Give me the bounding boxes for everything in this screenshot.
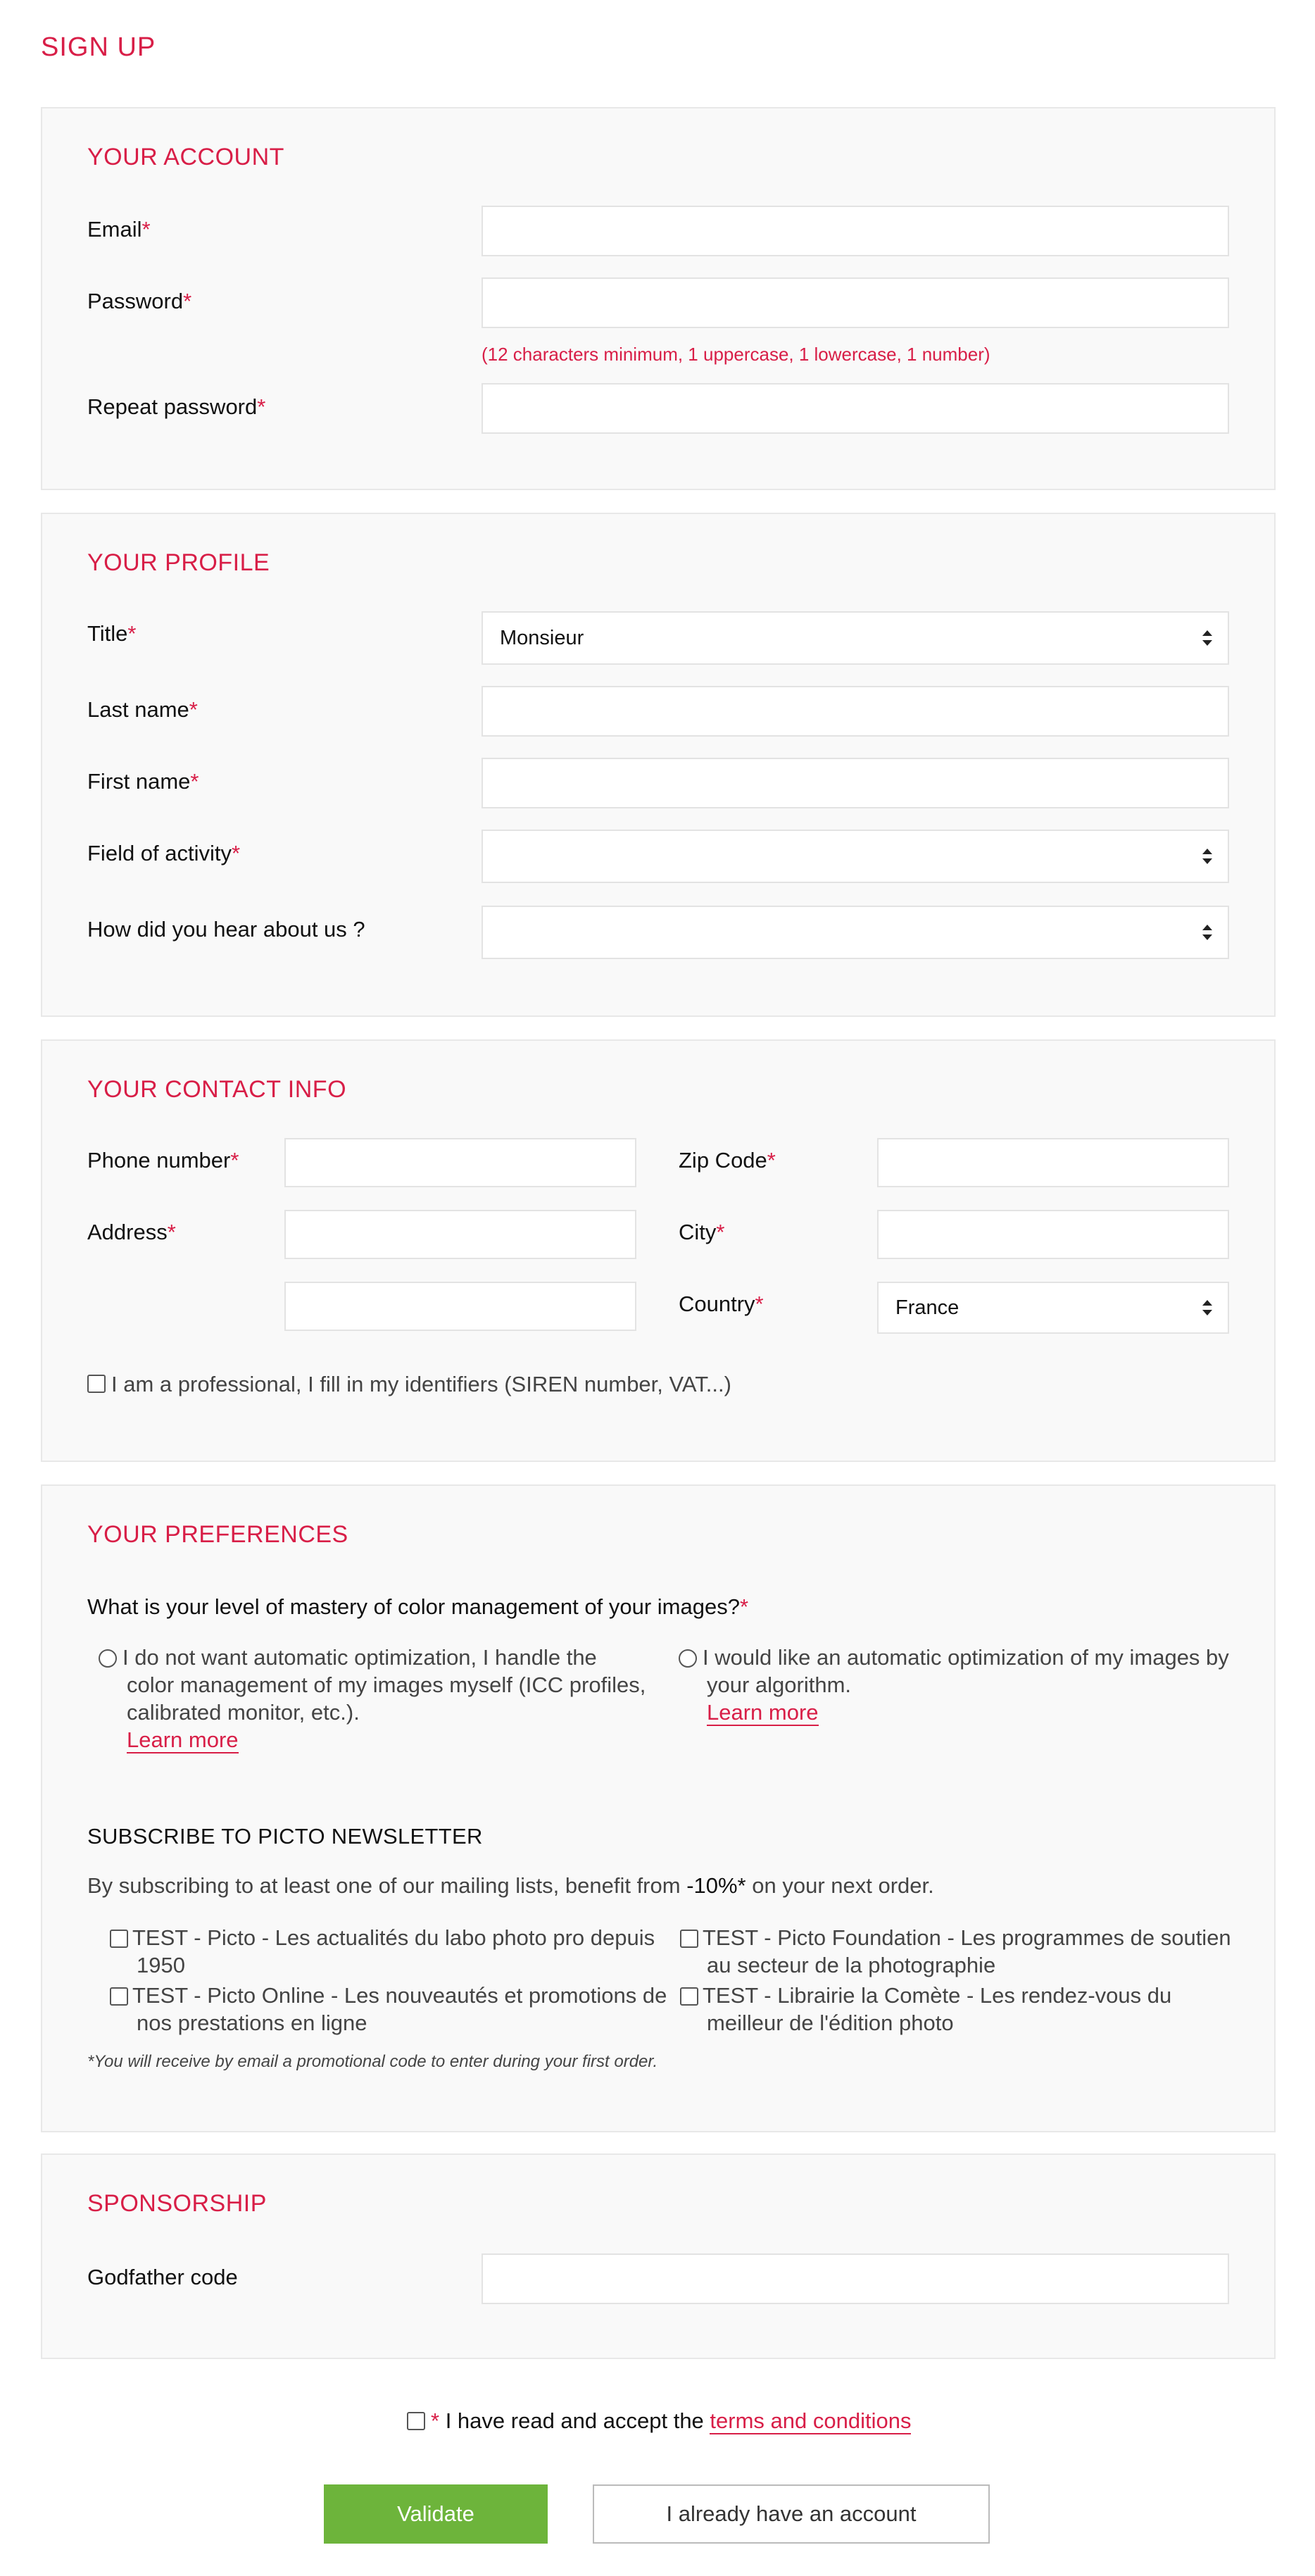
profile-section-title: YOUR PROFILE (87, 549, 270, 576)
country-label: Country* (679, 1292, 764, 1316)
select-arrows-icon (1202, 925, 1212, 940)
city-label: City* (679, 1220, 725, 1244)
email-input[interactable] (482, 206, 1229, 256)
terms-link[interactable]: terms and conditions (710, 2408, 912, 2433)
sponsorship-section-title: SPONSORSHIP (87, 2190, 267, 2217)
validate-button[interactable]: Validate (324, 2484, 548, 2544)
zip-code-input[interactable] (877, 1138, 1229, 1187)
godfather-code-label: Godfather code (87, 2265, 238, 2289)
terms-label: * I have read and accept the terms and conditions (431, 2408, 912, 2433)
learn-more-manual-link[interactable]: Learn more (127, 1727, 239, 1752)
address-label: Address* (87, 1220, 176, 1244)
password-input[interactable] (482, 277, 1229, 328)
terms-checkbox[interactable] (407, 2412, 425, 2430)
account-section-title: YOUR ACCOUNT (87, 144, 284, 170)
phone-label: Phone number* (87, 1148, 239, 1173)
newsletter-intro: By subscribing to at least one of our mailing lists, benefit from -10%* on your next order. (87, 1873, 934, 1898)
password-label: Password* (87, 289, 192, 313)
professional-checkbox[interactable] (87, 1375, 106, 1393)
preferences-section-title: YOUR PREFERENCES (87, 1521, 348, 1548)
account-panel (41, 107, 1276, 490)
hear-about-us-select[interactable] (482, 906, 1229, 959)
last-name-input[interactable] (482, 686, 1229, 737)
address-input-line2[interactable] (284, 1282, 636, 1331)
newsletter-checkbox-picto[interactable] (110, 1930, 128, 1948)
field-of-activity-select[interactable] (482, 830, 1229, 883)
first-name-input[interactable] (482, 758, 1229, 808)
godfather-code-input[interactable] (482, 2253, 1229, 2304)
page-title: SIGN UP (41, 32, 156, 62)
newsletter-checkbox-foundation[interactable] (680, 1930, 698, 1948)
manual-optimization-label: I do not want automatic optimization, I handle the color management of my images myself (ICC profiles, calibrated monitor, etc.). Learn more (122, 1645, 646, 1752)
auto-optimization-radio[interactable] (679, 1649, 697, 1668)
country-select-value: France (895, 1296, 959, 1319)
city-input[interactable] (877, 1210, 1229, 1259)
learn-more-auto-link[interactable]: Learn more (707, 1700, 819, 1725)
field-of-activity-label: Field of activity* (87, 841, 241, 865)
newsletter-footnote: *You will receive by email a promotional code to enter during your first order. (87, 2052, 658, 2071)
repeat-password-label: Repeat password* (87, 394, 266, 419)
title-label: Title* (87, 621, 137, 646)
newsletter-label-foundation: TEST - Picto Foundation - Les programmes de soutien au secteur de la photographie (703, 1925, 1231, 1977)
newsletter-title: SUBSCRIBE TO PICTO NEWSLETTER (87, 1824, 483, 1849)
password-hint: (12 characters minimum, 1 uppercase, 1 lowercase, 1 number) (482, 344, 990, 365)
profile-panel (41, 513, 1276, 1017)
email-label: Email* (87, 217, 151, 242)
newsletter-label-comete: TEST - Librairie la Comète - Les rendez-vous du meilleur de l'édition photo (703, 1983, 1172, 2035)
phone-input[interactable] (284, 1138, 636, 1187)
select-arrows-icon (1202, 849, 1212, 864)
last-name-label: Last name* (87, 697, 198, 722)
select-arrows-icon (1202, 1300, 1212, 1315)
already-have-account-button[interactable]: I already have an account (593, 2484, 990, 2544)
contact-panel (41, 1039, 1276, 1462)
select-arrows-icon (1202, 630, 1212, 646)
title-select[interactable] (482, 611, 1229, 665)
newsletter-checkbox-online[interactable] (110, 1987, 128, 2006)
auto-optimization-label: I would like an automatic optimization of my images by your algorithm. Learn more (703, 1645, 1229, 1725)
zip-code-label: Zip Code* (679, 1148, 776, 1173)
address-input-line1[interactable] (284, 1210, 636, 1259)
title-select-value: Monsieur (500, 626, 584, 649)
manual-optimization-radio[interactable] (99, 1649, 117, 1668)
first-name-label: First name* (87, 769, 199, 794)
hear-about-us-label: How did you hear about us ? (87, 917, 365, 942)
country-select[interactable] (877, 1282, 1229, 1334)
professional-label: I am a professional, I fill in my identifiers (SIREN number, VAT...) (111, 1372, 731, 1396)
newsletter-label-online: TEST - Picto Online - Les nouveautés et promotions de nos prestations en ligne (132, 1983, 667, 2035)
repeat-password-input[interactable] (482, 383, 1229, 434)
preferences-panel (41, 1484, 1276, 2132)
sponsorship-panel (41, 2153, 1276, 2359)
newsletter-checkbox-comete[interactable] (680, 1987, 698, 2006)
newsletter-label-picto: TEST - Picto - Les actualités du labo photo pro depuis 1950 (132, 1925, 655, 1977)
contact-section-title: YOUR CONTACT INFO (87, 1076, 347, 1103)
color-management-question: What is your level of mastery of color management of your images?* (87, 1594, 749, 1619)
